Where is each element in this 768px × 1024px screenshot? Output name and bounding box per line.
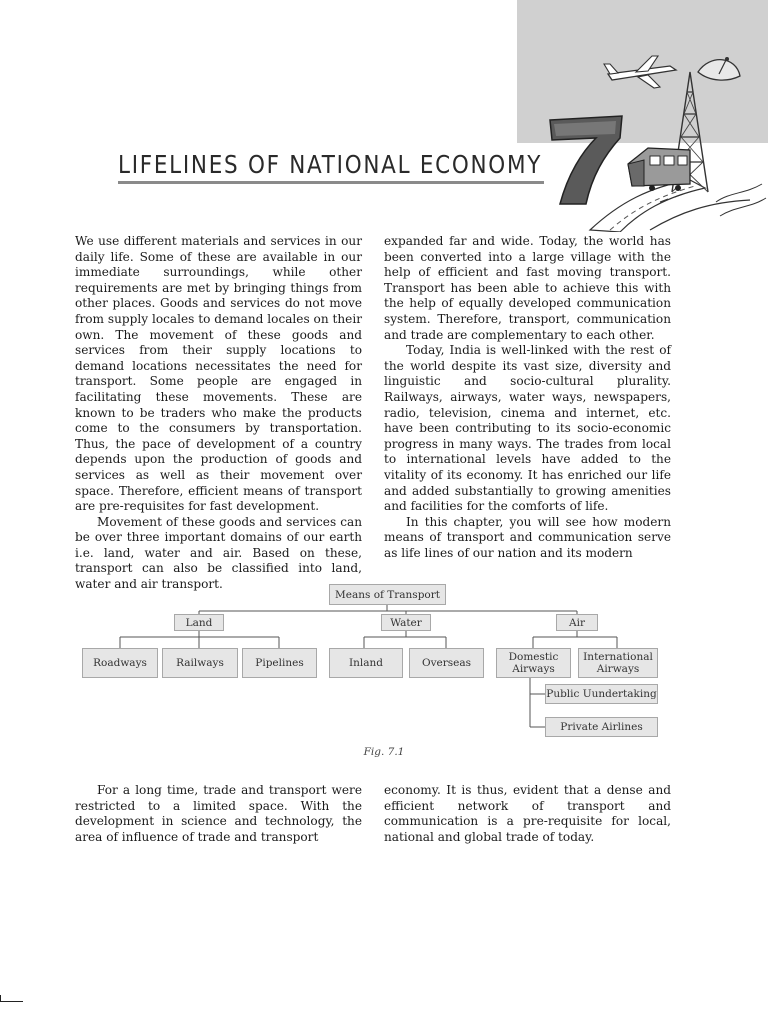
chapter-title: LIFELINES OF NATIONAL ECONOMY (118, 150, 543, 179)
paragraph: expanded far and wide. Today, the world has been converted into a large village with the help of efficient and fast moving transport. Transport has been able to achieve this with the help of equally developed communication system. Therefore, transport, communication and trade are complementary to each other. (384, 234, 671, 342)
body-column-left-bottom (75, 783, 362, 845)
page-corner-mark (0, 995, 23, 1002)
paragraph: Movement of these goods and services can be over three important domains of our earth i.e. land, water and air. Based on these, transport can also be classified into land, water and air transport. (75, 514, 362, 592)
node-railways: Railways (162, 648, 238, 678)
node-domestic-airways (496, 648, 571, 678)
node-label-line: Airways (596, 663, 640, 675)
node-air: Air (556, 614, 598, 631)
node-overseas: Overseas (409, 648, 484, 678)
body-column-left (75, 234, 362, 593)
satellite-dish-icon (698, 57, 740, 80)
node-land: Land (174, 614, 224, 631)
airplane-icon (604, 56, 676, 88)
body-column-right (384, 234, 671, 561)
node-roadways: Roadways (82, 648, 158, 678)
node-inland: Inland (329, 648, 403, 678)
chapter-number (543, 110, 625, 205)
node-international-airways (578, 648, 658, 678)
paragraph: economy. It is thus, evident that a dense and efficient network of transport and communication is a pre-requisite for local, national and global trade of today. (384, 783, 671, 844)
node-private-airlines: Private Airlines (545, 717, 658, 737)
node-label-line: Domestic (508, 651, 559, 663)
body-column-right-bottom (384, 783, 671, 845)
title-underline (118, 181, 544, 184)
paragraph: We use different materials and services in our daily life. Some of these are available in our immediate surroundings, while other requirements are met by bringing things from other places. Goods and services do not move from supply locales to demand locales on their own. The movement of these goods and services from their supply locations to demand locations necessitates the need for transport. Some people are engaged in facilitating these movements. These are known to be traders who make the products come to the consumers by transportation. Thus, the pace of development of a country depends upon the production of goods and services as well as their movement over space. Therefore, efficient means of transport are pre-requisites for fast development. (75, 234, 362, 514)
train-icon (628, 148, 690, 191)
paragraph: Today, India is well-linked with the rest of the world despite its vast size, diversity and linguistic and socio-cultural plurality. Railways, airways, water ways, newspapers, radio, television, cinema and internet, etc. have been contributing to its socio-economic progress in many ways. The trades from local to international levels have added to the vitality of its economy. It has enriched our life and added substantially to growing amenities and facilities for the comforts of life. (384, 343, 671, 514)
node-pipelines: Pipelines (242, 648, 317, 678)
transport-diagram (0, 580, 768, 750)
paragraph: In this chapter, you will see how modern means of transport and communication serve as life lines of our nation and its modern (384, 514, 671, 560)
node-means-of-transport: Means of Transport (329, 584, 446, 605)
figure-caption: Fig. 7.1 (363, 746, 405, 758)
node-public-undertaking: Public Uundertaking (545, 684, 658, 704)
chapter-illustration (540, 52, 768, 232)
node-label-line: Airways (512, 663, 555, 675)
paragraph: For a long time, trade and transport were restricted to a limited space. With the development in science and technology, the area of influence of trade and transport (75, 783, 362, 844)
node-label-line: International (583, 651, 653, 663)
node-water: Water (381, 614, 431, 631)
